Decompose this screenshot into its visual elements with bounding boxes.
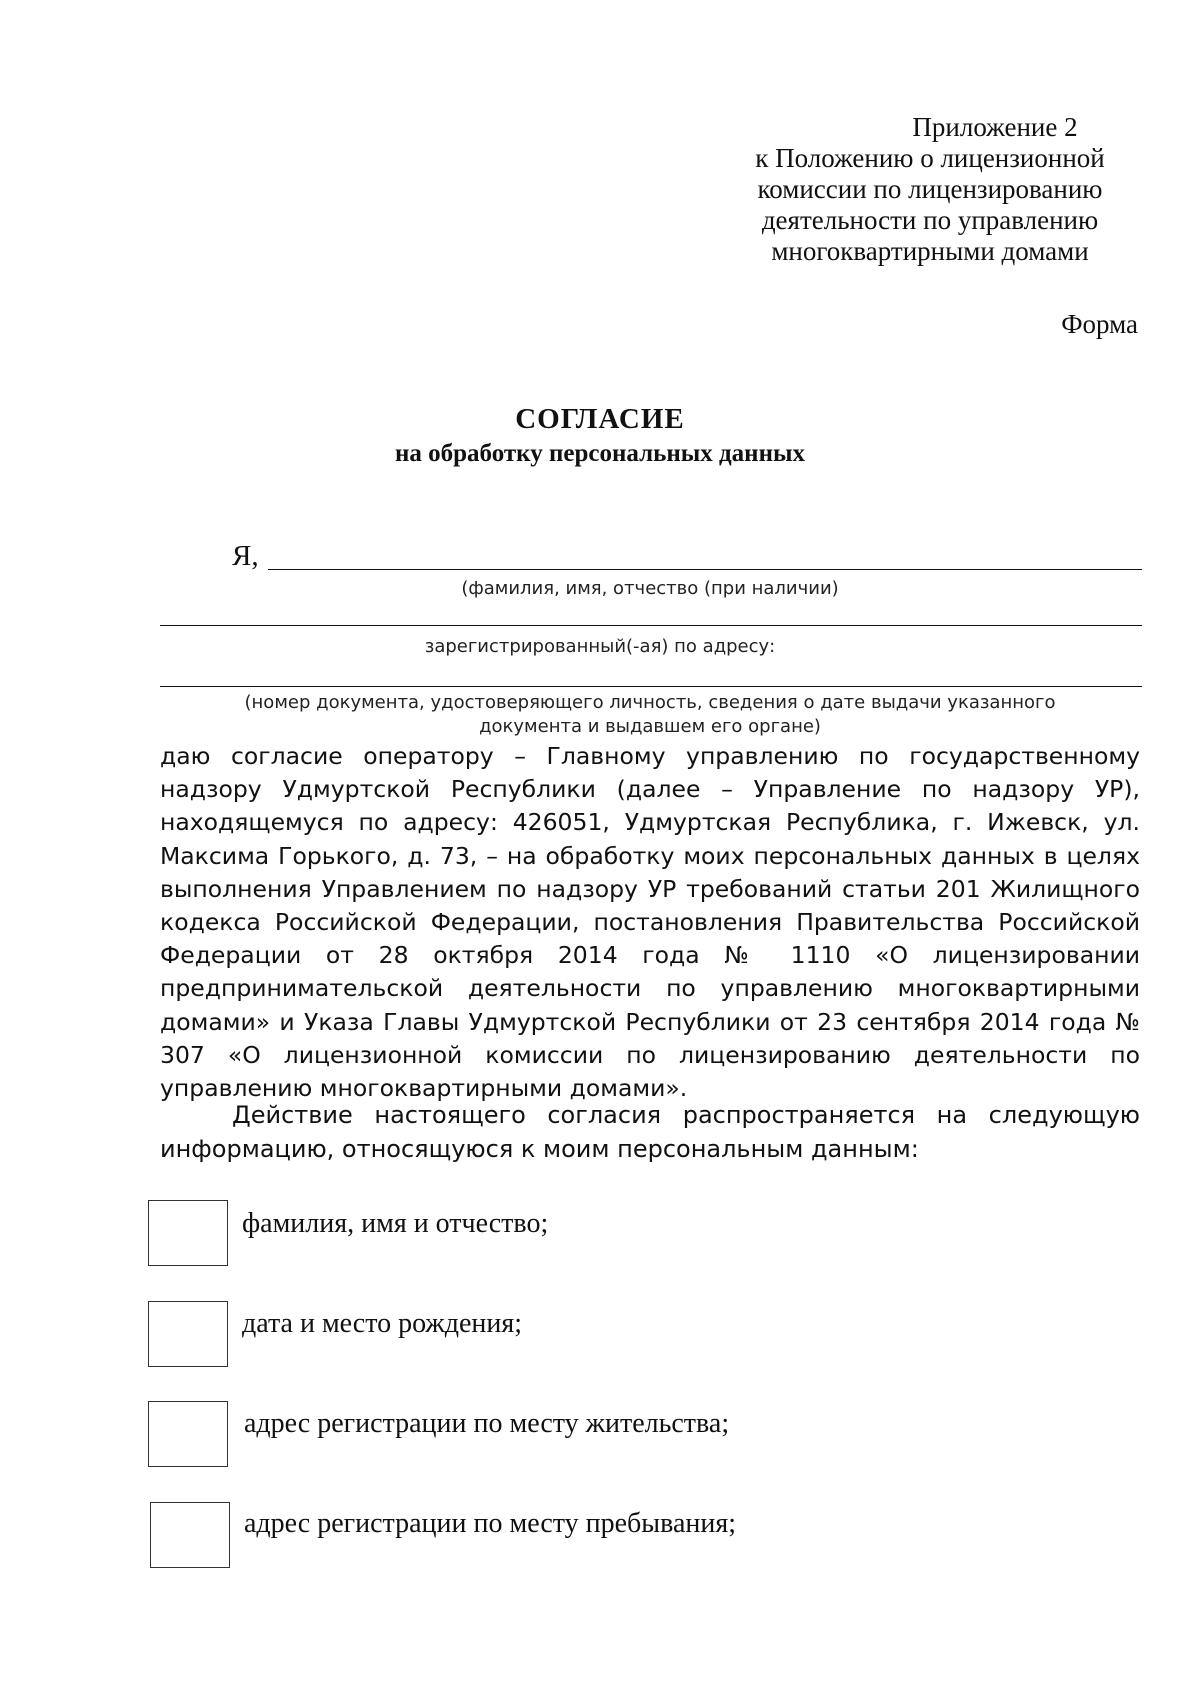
checklist-label: адрес регистрации по месту пребывания; (244, 1508, 737, 1539)
document-title: СОГЛАСИЕ (515, 403, 685, 435)
annex-line: комиссии по лицензированию (757, 174, 1103, 204)
ya-label: Я, (232, 540, 259, 572)
checkbox-full-name[interactable] (148, 1200, 228, 1266)
name-caption: (фамилия, имя, отчество (при наличии) (461, 578, 839, 599)
annex-line: деятельности по управлению (761, 205, 1099, 235)
scope-paragraph: Действие настоящего согласия распространяется на следующую информацию, относящуюся к моим персональным данным: (160, 1101, 1140, 1163)
name-field-line[interactable] (268, 569, 1142, 570)
address-caption: зарегистрированный(-ая) по адресу: (424, 636, 776, 657)
annex-number: Приложение 2 (912, 112, 1078, 142)
consent-paragraph: даю согласие оператору – Главному управлению по государственному надзору Удмуртской Республики (далее – Управление по надзору УР), находящемуся по адресу: 426051, Удмуртская Республика, г. Ижевск, ул. Максима Горького, д. 73, – на обработку моих персональных данных в целях выполнения Управлением по надзору УР требований статьи 201 Жилищного кодекса Российской Федерации, постановления Правительства Российской Федерации от 28 октября 2014 года № 1110 «О лицензировании предпринимательской деятельности по управлению многоквартирными домами» и Указа Главы Удмуртской Республики от 23 сентября 2014 года № 307 «О лицензионной комиссии по лицензированию деятельности по управлению многоквартирными домами». (160, 742, 1140, 1103)
annex-line: к Положению о лицензионной (755, 143, 1105, 173)
document-caption-1: (номер документа, удостоверяющего личность, сведения о дате выдачи указанного (244, 692, 1056, 713)
annex-header (720, 112, 1140, 267)
checklist-label: фамилия, имя и отчество; (242, 1208, 549, 1239)
checkbox-stay-address[interactable] (150, 1502, 230, 1568)
address-field-line[interactable] (160, 686, 1142, 687)
document-caption-2: документа и выдавшем его органе) (479, 716, 821, 737)
annex-line: многоквартирными домами (771, 236, 1089, 266)
checkbox-birth-date-place[interactable] (148, 1301, 228, 1367)
form-label: Форма (1061, 309, 1138, 339)
checklist-label: дата и место рождения; (242, 1308, 523, 1339)
checklist-label: адрес регистрации по месту жительства; (244, 1408, 730, 1439)
full-name-continuation-line[interactable] (160, 625, 1142, 626)
checkbox-residence-address[interactable] (148, 1401, 228, 1467)
document-subtitle: на обработку персональных данных (395, 440, 805, 467)
